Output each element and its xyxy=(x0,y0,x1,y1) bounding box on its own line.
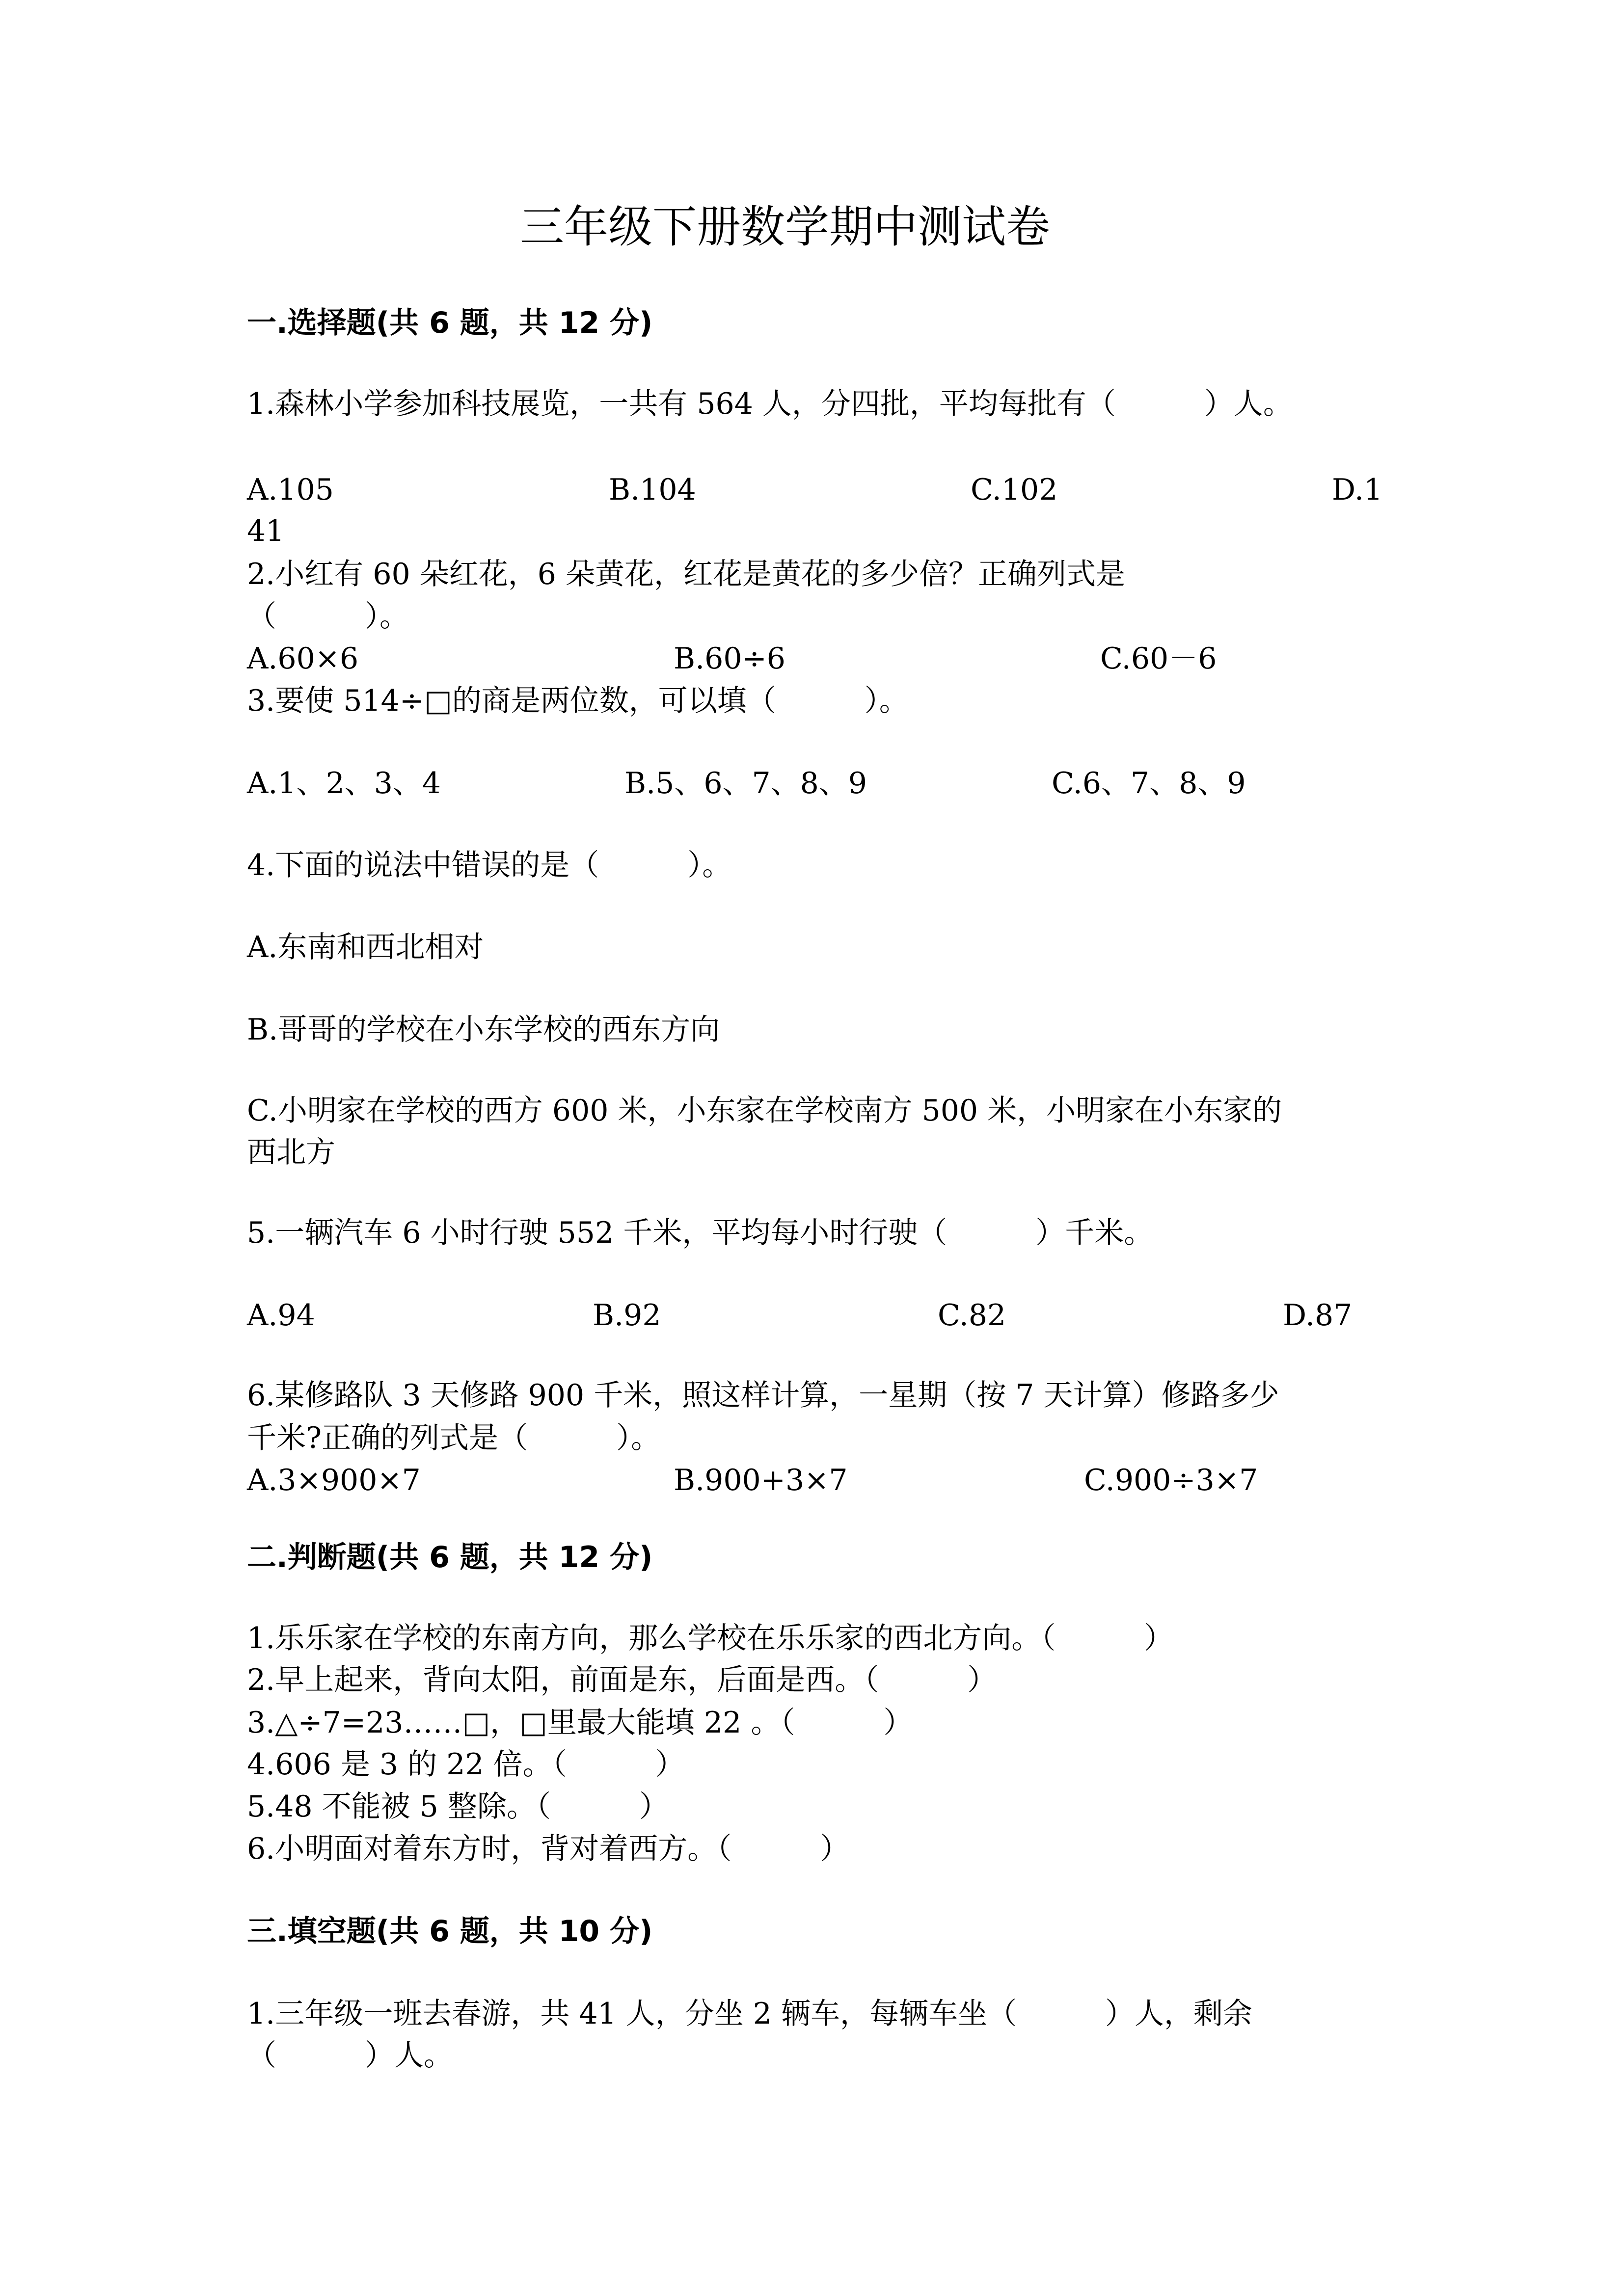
section-heading-choice: 一.选择题(共 6 题，共 12 分) xyxy=(247,306,653,340)
question-5-option-d: D.87 xyxy=(1283,1298,1353,1333)
question-4-option-c-wrap: 西北方 xyxy=(247,1135,335,1170)
judge-item-5: 5.48 不能被 5 整除。（ ） xyxy=(247,1789,669,1824)
judge-item-3: 3.△÷7=23……□，□里最大能填 22 。（ ） xyxy=(247,1706,913,1740)
fill-item-1-line2: （ ）人。 xyxy=(247,2038,453,2073)
question-1-option-d: D.1 xyxy=(1332,473,1383,507)
question-5-option-c: C.82 xyxy=(938,1298,1006,1333)
fill-item-1-line1: 1.三年级一班去春游，共 41 人，分坐 2 辆车，每辆车坐（ ）人，剩余 xyxy=(247,1997,1253,2031)
question-2-stem-cont: （ ）。 xyxy=(247,599,409,634)
question-5-stem: 5.一辆汽车 6 小时行驶 552 千米，平均每小时行驶（ ）千米。 xyxy=(247,1216,1154,1250)
question-2-stem: 2.小红有 60 朵红花，6 朵黄花，红花是黄花的多少倍？正确列式是 xyxy=(247,557,1125,591)
question-4-option-a: A.东南和西北相对 xyxy=(247,930,484,964)
question-3-option-a: A.1、2、3、4 xyxy=(247,766,441,801)
question-1-option-d-wrap: 41 xyxy=(247,514,285,548)
question-4-option-c: C.小明家在学校的西方 600 米，小东家在学校南方 500 米，小明家在小东家的 xyxy=(247,1094,1282,1128)
judge-item-1: 1.乐乐家在学校的东南方向，那么学校在乐乐家的西北方向。（ ） xyxy=(247,1621,1174,1655)
question-6-option-b: B.900+3×7 xyxy=(674,1463,848,1497)
judge-item-4: 4.606 是 3 的 22 倍。（ ） xyxy=(247,1747,685,1782)
question-2-option-a: A.60×6 xyxy=(247,641,359,676)
question-2-option-b: B.60÷6 xyxy=(674,641,785,676)
question-2-option-c: C.60－6 xyxy=(1100,641,1217,676)
section-heading-fill: 三.填空题(共 6 题，共 10 分) xyxy=(247,1914,653,1949)
judge-item-6: 6.小明面对着东方时，背对着西方。（ ） xyxy=(247,1832,850,1866)
question-5-option-a: A.94 xyxy=(247,1298,315,1333)
question-5-option-b: B.92 xyxy=(593,1298,661,1333)
question-1-stem: 1.森林小学参加科技展览，一共有 564 人，分四批，平均每批有（ ）人。 xyxy=(247,387,1293,421)
question-6-option-a: A.3×900×7 xyxy=(247,1463,421,1497)
question-6-stem-cont: 千米?正确的列式是（ ）。 xyxy=(247,1421,661,1455)
question-1-option-a: A.105 xyxy=(247,473,334,507)
page-title: 三年级下册数学期中测试卷 xyxy=(520,201,1050,253)
question-3-stem: 3.要使 514÷□的商是两位数，可以填（ ）。 xyxy=(247,684,909,718)
question-6-option-c: C.900÷3×7 xyxy=(1084,1463,1258,1497)
question-1-option-b: B.104 xyxy=(609,473,696,507)
question-3-option-b: B.5、6、7、8、9 xyxy=(624,766,867,801)
question-4-option-b: B.哥哥的学校在小东学校的西东方向 xyxy=(247,1013,720,1047)
question-1-option-c: C.102 xyxy=(971,473,1058,507)
judge-item-2: 2.早上起来，背向太阳，前面是东，后面是西。（ ） xyxy=(247,1663,997,1697)
question-6-stem: 6.某修路队 3 天修路 900 千米，照这样计算，一星期（按 7 天计算）修路多少 xyxy=(247,1378,1279,1413)
question-3-option-c: C.6、7、8、9 xyxy=(1052,766,1246,801)
section-heading-judge: 二.判断题(共 6 题，共 12 分) xyxy=(247,1540,653,1575)
question-4-stem: 4.下面的说法中错误的是（ ）。 xyxy=(247,848,732,882)
